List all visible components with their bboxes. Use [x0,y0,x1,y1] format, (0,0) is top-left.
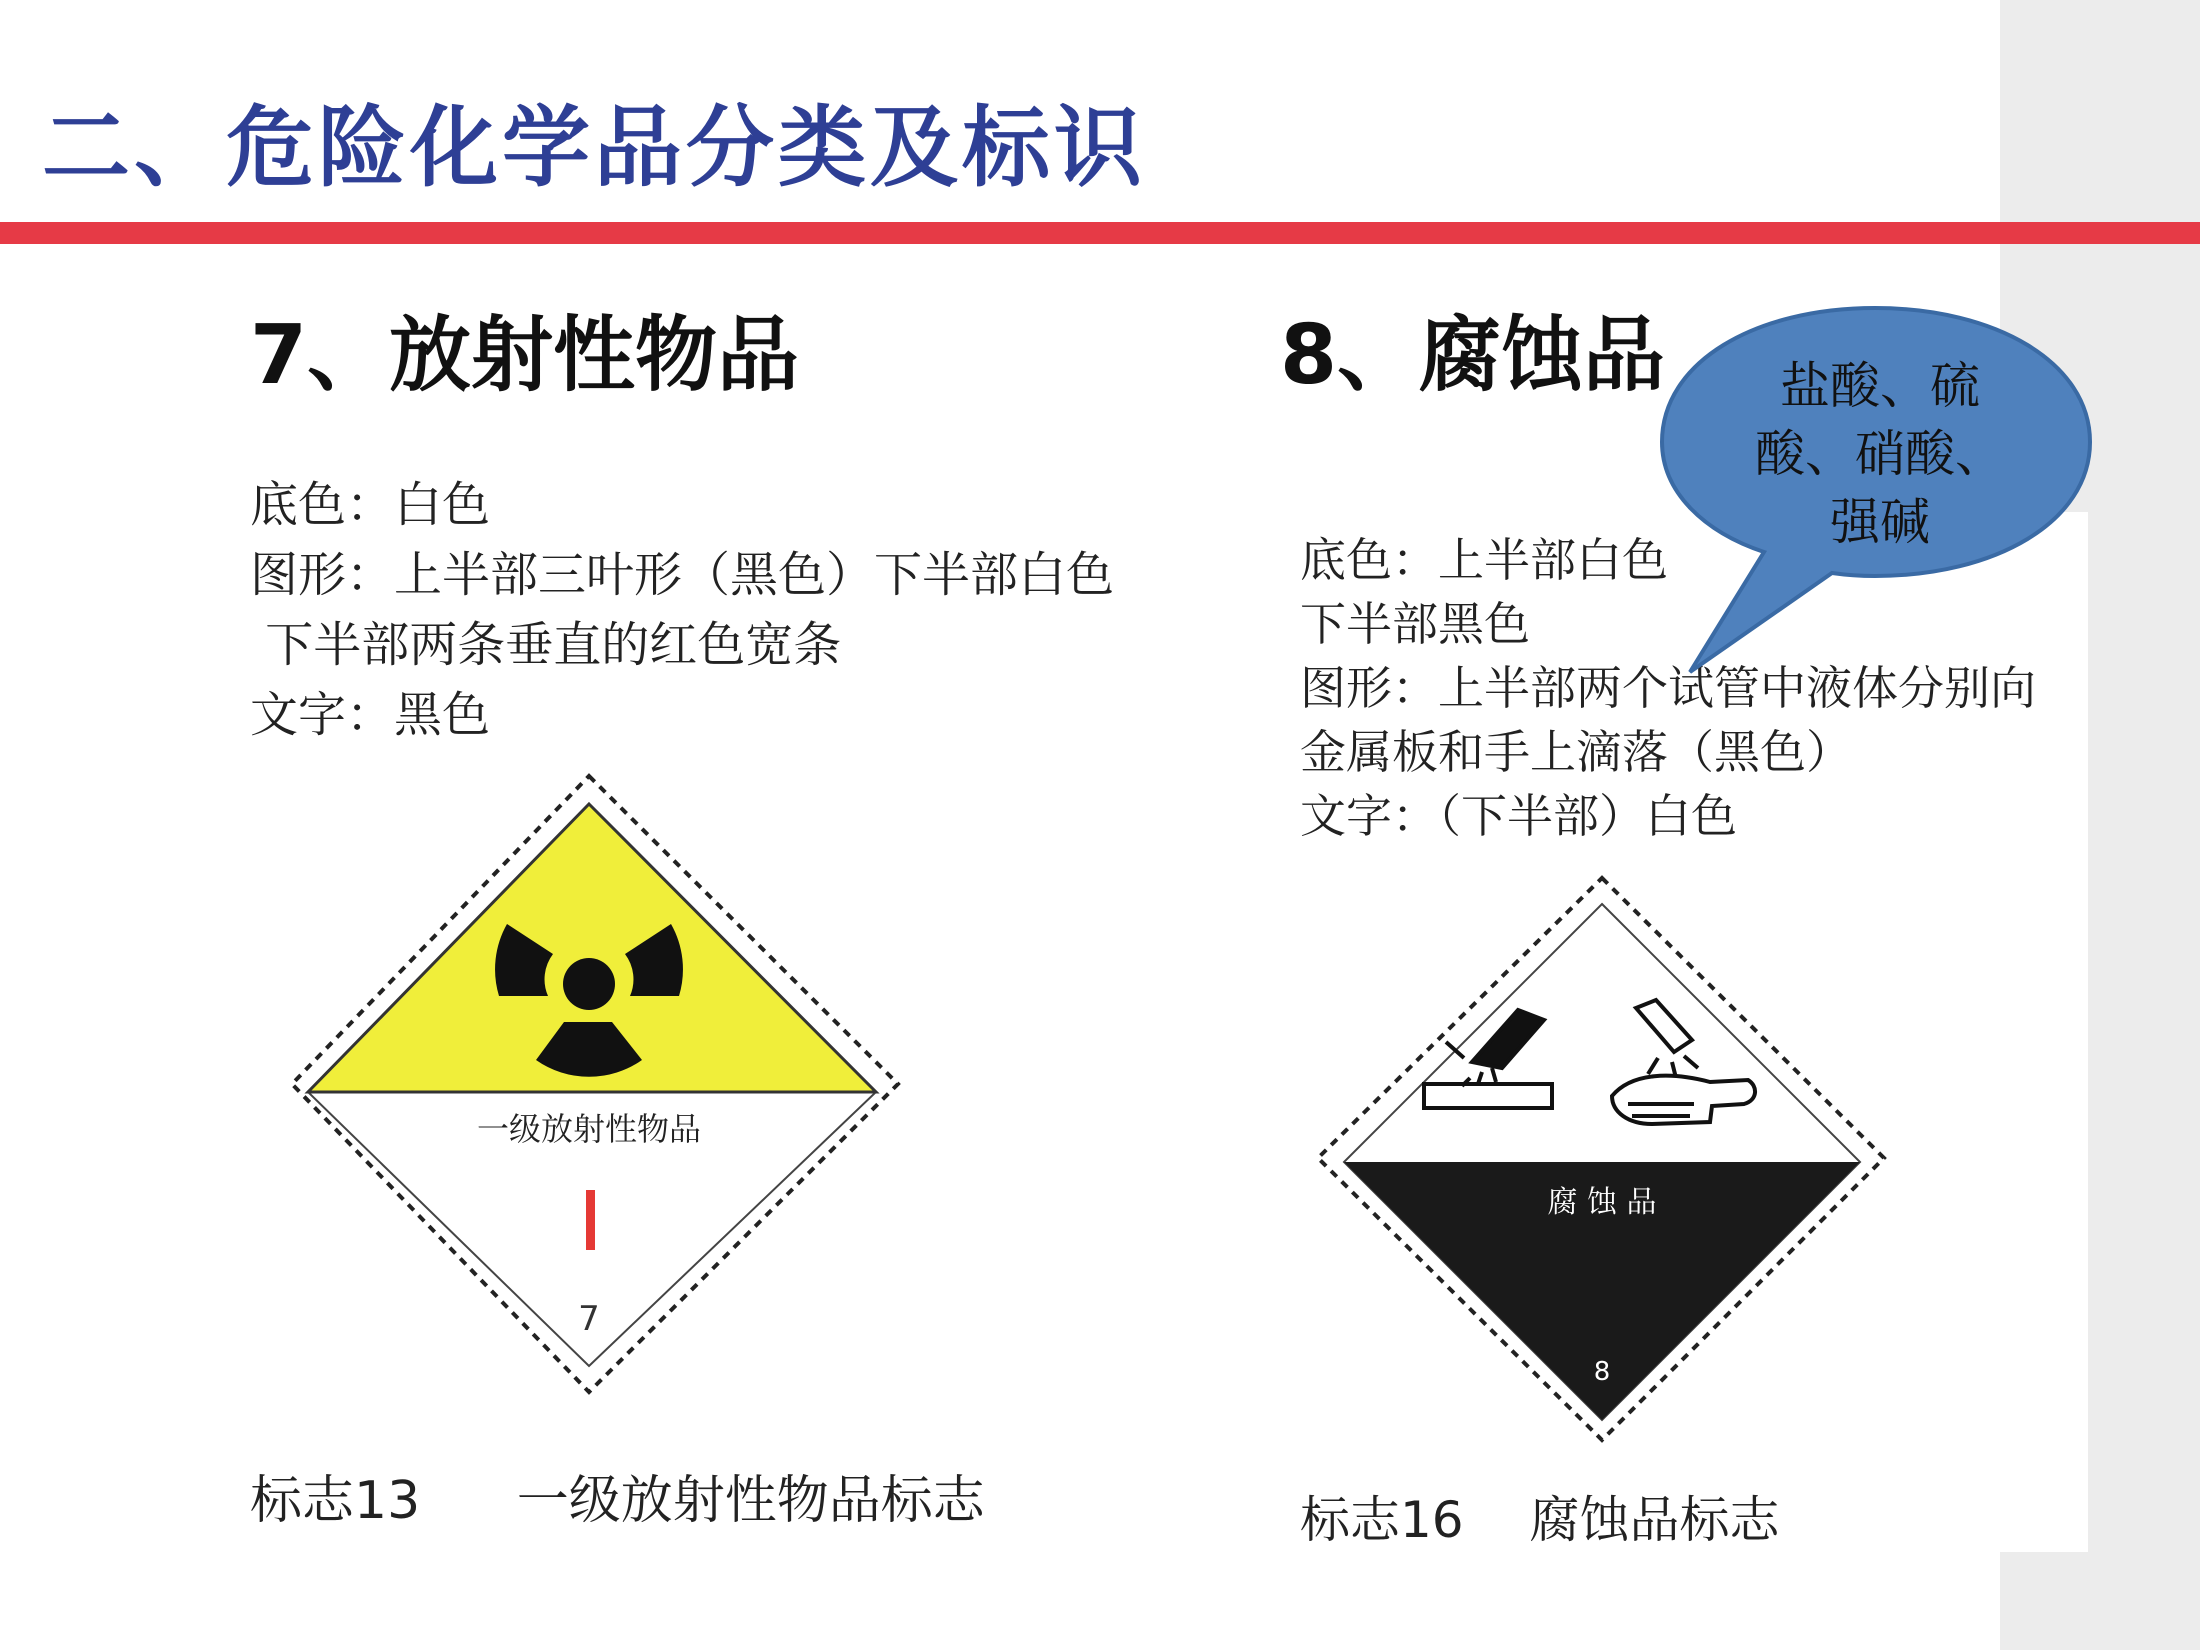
corrosive-sign [1312,872,1890,1446]
caption-text: 腐蚀品标志 [1529,1491,1780,1549]
desc-line: 文字：（下半部）白色 [1300,789,1737,843]
corrosive-heading: 8、腐蚀品 [1280,308,1666,403]
callout-line: 盐酸、硫 [1780,357,1980,415]
slide-title: 二、危险化学品分类及标识 [42,96,1147,199]
caption-id: 标志16 [1300,1491,1464,1549]
radioactive-description [250,470,1114,750]
radioactive-caption [250,1458,985,1533]
callout-text [1700,352,2060,556]
caption-text: 一级放射性物品标志 [516,1471,985,1531]
radioactive-heading: 7、放射性物品 [250,308,800,403]
title-divider [0,222,2200,244]
callout-line: 酸、硝酸、 [1755,425,2005,483]
caption-id: 标志13 [250,1471,421,1531]
sign-label: 一级放射性物品 [476,1110,702,1148]
desc-line: 下半部两条垂直的红色宽条 [250,617,842,673]
sign-label: 腐 蚀 品 [1547,1185,1657,1220]
desc-line: 底色：上半部白色 [1300,533,1668,587]
corrosive-caption [1300,1480,1780,1552]
desc-line: 金属板和手上滴落（黑色） [1300,725,1852,779]
desc-line: 图形：上半部两个试管中液体分别向 [1300,661,2036,715]
radioactive-sign [282,768,908,1400]
callout-line: 强碱 [1830,493,1930,551]
desc-line: 底色：白色 [250,477,491,533]
class-number: 8 [1593,1357,1611,1387]
desc-line: 下半部黑色 [1300,597,1530,651]
class-number: 7 [578,1299,600,1339]
desc-line: 文字：黑色 [250,687,491,743]
red-category-bar [586,1190,595,1250]
desc-line: 图形：上半部三叶形（黑色）下半部白色 [250,547,1115,603]
